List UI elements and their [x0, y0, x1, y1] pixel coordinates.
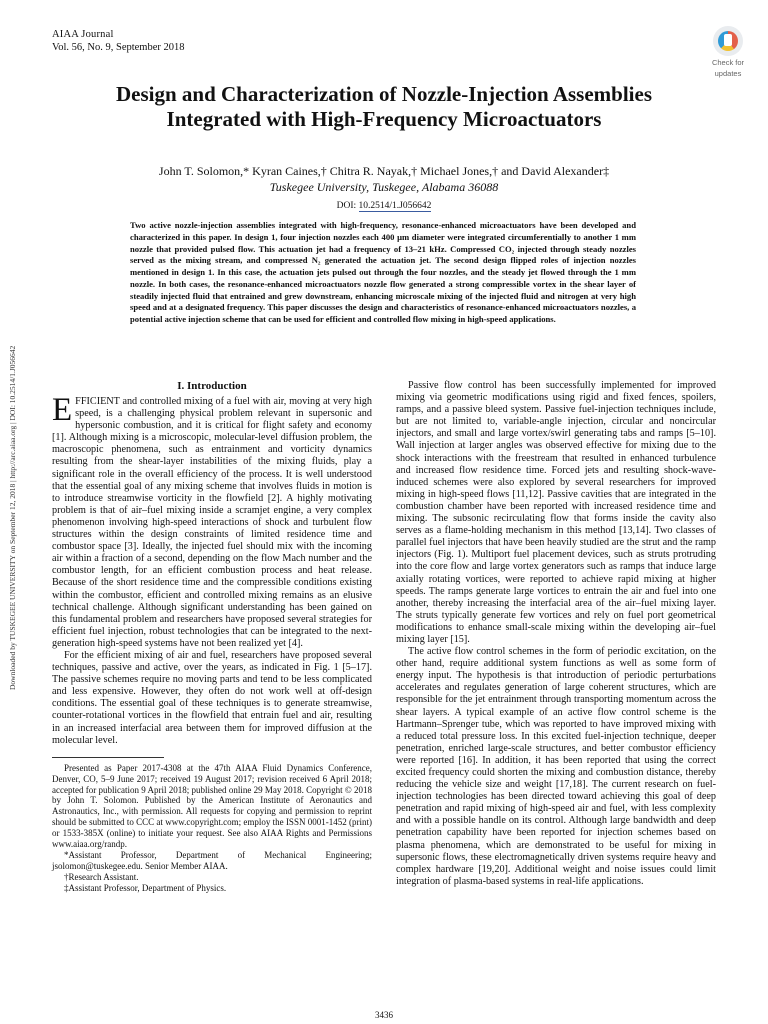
doi-label: DOI:	[336, 201, 357, 211]
intro-paragraph-3: Passive flow control has been successfully implemented for improved mixing via geometric modifications using rigid and fixed fences, spoilers, ramps, and a passive bleed system. Passive fuel-injection techniques include, but are not limited to, variable-angle injection, circular and noncircular injectors, and small and large vortex/swirl generating tabs and ramps [5–10]. Wall injection at larger angles was observed effective for mixing due to the shock interactions with the freestream that resulted in enhanced turbulence and increased flow residence time. Forced jets and resulting shock-wave-induced schemes were also explored by several researchers for improved mixing in high-speed flows [11,12]. Passive cavities that are integrated in the combustion chamber have been reported with increased residence time and mixing. The subsonic recirculating flow that forms inside the cavity also serves as a flame-holding mechanism in this method [13,14]. Two classes of parallel fuel injectors that have been heavily studied are the strut and the ramp injectors (Fig. 1). Multiport fuel placement devices, such as struts protruding into the core flow and large vortex generators such as ramps that induce large axially rotating vortices, were reported to achieve rapid mixing at higher speeds. The ramps generate large vortices to entrain the air and fuel into one another, thereby increasing the interfacial area of the air–fuel mixing layer. The struts typically generate few vortices and rely on fuel port geometrical modifications to enhance small-scale mixing within the developing air–fuel mixing layer [15].	[396, 380, 716, 645]
bookmark-icon	[713, 26, 743, 56]
left-column	[52, 380, 372, 894]
affiliation: Tuskegee University, Tuskegee, Alabama 36088	[269, 180, 499, 194]
section-heading-introduction: I. Introduction	[177, 380, 247, 392]
paper-title	[40, 82, 728, 132]
intro-paragraph-4: The active flow control schemes in the form of periodic excitation, on the other hand, require additional system functions as well as some form of energy input. The hypothesis is that introduction of periodic perturbations accelerates and regulates generation of large coherent structures, which are responsible for the jet entrainment through transporting momentum across the shear layers. A typical example of an active flow control scheme is the Hartmann–Sprenger tube, which was reported to have improved mixing with a reduced total pressure loss. In this excited fuel-injection technique, deeper penetration, enriched large-scale structures, and better combustor efficiency were reported [16]. In addition, it has been reported that using the correct excited frequency could shorten the mixing and combustion distance, thereby reducing the vehicle size and weight [17,18]. The current research on fuel-injection technologies has been directed toward achieving this goal of deep penetration and rapid mixing of high-speed air and fuel, with less complexity and with a possible handle on its control. Although large bandwidth and deep penetration capability have been reported for injection schemes based on plasma phenomena, which are demonstrated to be useful for mixing in supersonic flows, these electromagnetically driven systems require heavy and complex hardware [19,20]. Additional weight and noise issues could limit integration of plasma-based systems in real-life applications.	[396, 646, 716, 887]
drop-cap: E	[52, 392, 73, 428]
doi-link[interactable]: 10.2514/1.J056642	[358, 201, 432, 211]
intro-paragraph-1	[52, 392, 372, 650]
intro-paragraph-2: For the efficient mixing of air and fuel, researchers have proposed several techniques, passive and active, over the years, as indicated in Fig. 1 [5–17]. The passive schemes require no moving parts and tend to be less complicated and less expensive. However, they often do not work well at off-design conditions. The essential goal of these techniques is to generate streamwise, counter-rotational vortices in the flowfield that entrain fuel and air, resulting in an increased interfacial area between them for improved diffusion at the molecular level.	[52, 649, 372, 746]
badge-line2: updates	[714, 69, 742, 78]
journal-header	[52, 28, 185, 54]
journal-name: AIAA Journal	[52, 29, 114, 40]
download-watermark: Downloaded by TUSKEGEE UNIVERSITY on September 12, 2018 | http://arc.aiaa.org | DOI: 10.2514/1.J056642	[8, 345, 17, 690]
check-for-updates-badge[interactable]	[703, 26, 753, 82]
doi	[40, 200, 728, 212]
footnote-author-3: ‡Assistant Professor, Department of Physics.	[64, 882, 227, 893]
intro-paragraph-1-text: FFICIENT and controlled mixing of a fuel with air, moving at very high speed, is a challenging physical problem relevant in supersonic and hypersonic combustion, and it is critical for flight safety and economy [1]. Although mixing is a microscopic, molecular-level diffusion problem, the macroscopic phenomena, such as entrainment and vorticity dynamics resulting from the shear-layer instabilities of the mixing fluids, play a significant role in the overall efficiency of the process. It is well understood that the essential goal of any mixing scheme that involves fluids in motion is to introduce streamwise vorticity in the flowfield [2]. A highly motivating problem is that of air–fuel mixing inside a scramjet engine, a very complex phenomenon involving high-speed interactions of shock and turbulent flow structures within the design constraints of limited residence time and combustor space [3]. Ideally, the injected fuel should mix with the incoming air within a fraction of a second, depending on the flow Mach number and the combustor length, for an efficient combustion process and heat release. Because of the short residence time and the compressible conditions existing within the combustor, efficient and controlled mixing remains as an elusive technical challenge. Although significant understanding has been gained on this fundamental problem and researchers have proposed several strategies for efficient fuel injection, robust technologies that can be integrated to the next-generation high-speed systems have not been realized yet [4].	[52, 396, 372, 649]
abstract: Two active nozzle-injection assemblies integrated with high-frequency, resonance-enhanced microactuators have been developed and characterized in this paper. In design 1, four injection nozzles each 400 μm diameter were integrated circumferentially to another 1 mm nozzle that provided pulsed flow. This actuation jet had a frequency of 13–21 kHz. Compressed CO₂ injected through steady nozzles served as the mixing stream, and compressed N₂ generated the actuation jet. The second design flipped roles of injection nozzles mentioned in design 1. In this case, the actuation jets pulsed out through the four nozzles, and the steady jet flowed through the 1 mm nozzle. In both cases, the resonance-enhanced microactuators nozzle flow generated a strong compressible vortex in the shear layer of steadily injected fluid that entrained and grew downstream, enhancing microscale mixing of the injected fluid and nitrogen at very high speed and at a designated frequency. This paper discusses the design and characteristics of resonance-enhanced microactuators nozzles, a potential active injection scheme that can be used for efficient and controlled flow mixing in high-speed applications.	[130, 220, 636, 324]
authors[interactable]: John T. Solomon,* Kyran Caines,† Chitra R. Nayak,† Michael Jones,† and David Alexander‡	[158, 164, 610, 178]
badge-line1: Check for	[711, 58, 745, 67]
title-line2: Integrated with High-Frequency Microactuators	[166, 107, 602, 131]
journal-volume: Vol. 56, No. 9, September 2018	[52, 42, 185, 53]
footnote-presented: Presented as Paper 2017-4308 at the 47th AIAA Fluid Dynamics Conference, Denver, CO, 5–9 June 2017; received 19 August 2017; revision received 6 April 2018; accepted for publication 9 April 2018; published online 29 May 2018. Copyright © 2018 by John T. Solomon. Published by the American Institute of Aeronautics and Astronautics, Inc., with permission. All requests for copying and permission to reprint should be submitted to CCC at www.copyright.com; employ the ISSN 0001-1452 (print) or 1533-385X (online) to initiate your request. See also AIAA Rights and Permissions www.aiaa.org/randp.	[52, 762, 372, 850]
footnote-author-1: *Assistant Professor, Department of Mechanical Engineering; jsolomon@tuskegee.edu. Senior Member AIAA.	[52, 849, 372, 871]
footnotes	[52, 763, 372, 894]
page-number: 3436	[375, 1010, 393, 1020]
right-column	[396, 380, 716, 888]
footnote-divider	[52, 757, 164, 758]
footnote-author-2: †Research Assistant.	[64, 871, 139, 882]
title-line1: Design and Characterization of Nozzle-Injection Assemblies	[115, 82, 652, 106]
